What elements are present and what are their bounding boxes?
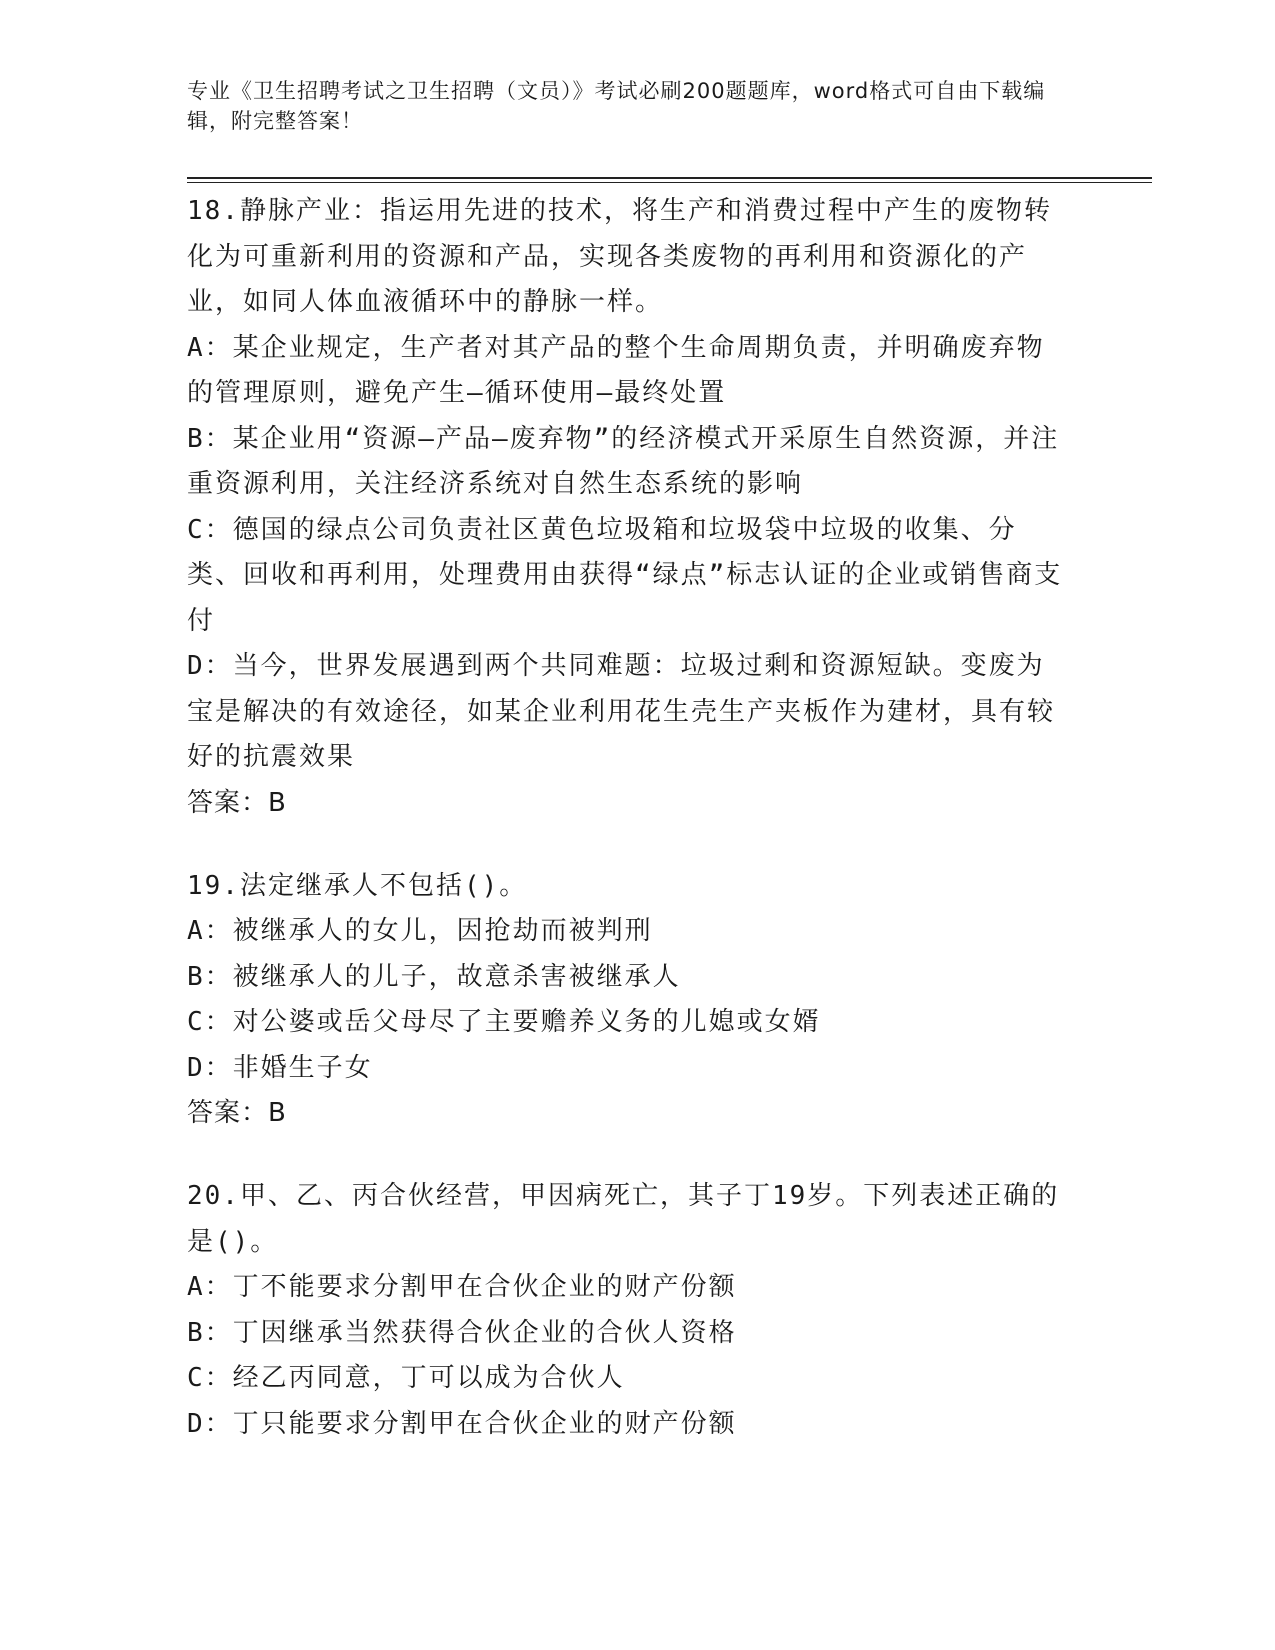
question-list (187, 189, 1067, 1485)
document-header: 专业《卫生招聘考试之卫生招聘（文员）》考试必刷200题题库，word格式可自由下载编辑，附完整答案！ (187, 79, 1046, 133)
answer-text: 答案：B (187, 1098, 287, 1128)
option-b: B：某企业用“资源—产品—废弃物”的经济模式开采原生自然资源，并注重资源利用，关注经济系统对自然生态系统的影响 (187, 423, 1060, 499)
option-c: C：对公婆或岳父母尽了主要赡养义务的儿媳或女婿 (187, 1007, 821, 1037)
option-d: D：丁只能要求分割甲在合伙企业的财产份额 (187, 1408, 737, 1439)
answer-text: 答案：B (187, 787, 287, 818)
option-b: B：丁因继承当然获得合伙企业的合伙人资格 (187, 1317, 737, 1348)
option-a: A：被继承人的女儿，因抢劫而被判刑 (187, 916, 653, 946)
option-c: C：经乙丙同意，丁可以成为合伙人 (187, 1363, 625, 1393)
option-d: D：当今，世界发展遇到两个共同难题：垃圾过剩和资源短缺。变废为宝是解决的有效途径，如某企业利用花生壳生产夹板作为建材，具有较好的抗震效果 (187, 651, 1056, 772)
header-divider-thin (187, 182, 1152, 183)
question-stem: 20.甲、乙、丙合伙经营，甲因病死亡，其子丁19岁。下列表述正确的是()。 (187, 1181, 1060, 1257)
option-b: B：被继承人的儿子，故意杀害被继承人 (187, 961, 681, 992)
option-a: A：某企业规定，生产者对其产品的整个生命周期负责，并明确废弃物的管理原则，避免产生—循环使用—最终处置 (187, 332, 1045, 408)
option-d: D：非婚生子女 (187, 1052, 373, 1083)
question-stem: 19.法定继承人不包括()。 (187, 870, 528, 901)
question-stem: 18.静脉产业：指运用先进的技术，将生产和消费过程中产生的废物转化为可重新利用的资源和产品，实现各类废物的再利用和资源化的产业，如同人体血液循环中的静脉一样。 (187, 196, 1052, 317)
header-divider-thick (187, 177, 1152, 179)
option-a: A：丁不能要求分割甲在合伙企业的财产份额 (187, 1272, 737, 1302)
option-c: C：德国的绿点公司负责社区黄色垃圾箱和垃圾袋中垃圾的收集、分类、回收和再利用，处理费用由获得“绿点”标志认证的企业或销售商支付 (187, 514, 1063, 636)
question-18 (187, 189, 1067, 826)
question-20 (187, 1174, 1067, 1447)
question-19 (187, 864, 1067, 1137)
